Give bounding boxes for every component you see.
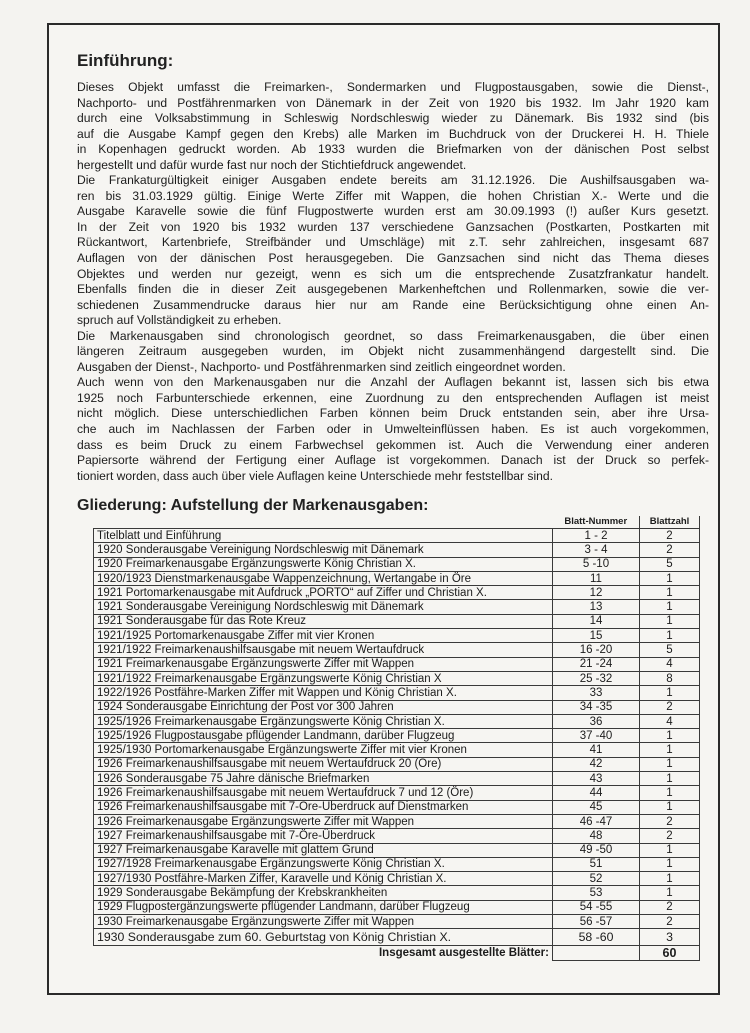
row-title: 1926 Freimarkenaushilfsausgabe mit neuem Wertaufdruck 20 (Öre) (94, 757, 553, 771)
row-sheet-number: 1 - 2 (553, 529, 640, 543)
row-sheet-number: 37 -40 (553, 729, 640, 743)
row-sheet-count: 1 (640, 614, 700, 628)
table-row (94, 557, 700, 571)
row-sheet-number: 44 (553, 786, 640, 800)
row-sheet-number: 53 (553, 886, 640, 900)
row-title: 1927 Freimarkenaushilfsausgabe mit 7-Öre-Überdruck (94, 829, 553, 843)
table-row (94, 872, 700, 886)
row-sheet-count: 8 (640, 671, 700, 685)
row-sheet-number: 11 (553, 571, 640, 585)
row-title: 1921 Sonderausgabe für das Rote Kreuz (94, 614, 553, 628)
row-sheet-number: 43 (553, 772, 640, 786)
row-sheet-number: 25 -32 (553, 671, 640, 685)
row-sheet-count: 4 (640, 714, 700, 728)
table-row (94, 614, 700, 628)
row-title: 1930 Sonderausgabe zum 60. Geburtstag von König Christian X. (94, 929, 553, 946)
row-sheet-count: 2 (640, 529, 700, 543)
intro-line: schiedenen Zusammendrucke daraus hier nur am Rande eine Berücksichtigung ohne einen An- (77, 297, 709, 312)
row-sheet-count: 1 (640, 629, 700, 643)
table-row (94, 800, 700, 814)
header-sheet-count: Blattzahl (640, 516, 700, 529)
intro-line: spruch auf Vollständigkeit zu erheben. (77, 313, 282, 328)
row-sheet-count: 1 (640, 843, 700, 857)
row-sheet-number: 48 (553, 829, 640, 843)
table-row (94, 843, 700, 857)
row-title: 1925/1926 Freimarkenausgabe Ergänzungswerte König Christian X. (94, 714, 553, 728)
row-sheet-count: 1 (640, 729, 700, 743)
row-sheet-count: 2 (640, 700, 700, 714)
table-row (94, 543, 700, 557)
table-row (94, 757, 700, 771)
table-total-row (94, 946, 700, 960)
row-sheet-count: 2 (640, 814, 700, 828)
table-row (94, 586, 700, 600)
table-row (94, 814, 700, 828)
page-frame (47, 23, 720, 995)
row-sheet-number: 15 (553, 629, 640, 643)
table-header-row (94, 516, 700, 529)
row-sheet-count: 2 (640, 915, 700, 929)
row-sheet-count: 1 (640, 586, 700, 600)
row-sheet-count: 1 (640, 872, 700, 886)
table-row (94, 786, 700, 800)
total-count: 60 (640, 946, 700, 960)
table-row (94, 857, 700, 871)
row-title: 1921 Portomarkenausgabe mit Aufdruck „PORTO“ auf Ziffer und Christian X. (94, 586, 553, 600)
row-sheet-number: 51 (553, 857, 640, 871)
intro-line: Die Frankaturgültigkeit einiger Ausgaben endete bereits am 31.12.1926. Die Aushilfsausgaben wa- (77, 173, 709, 188)
row-sheet-number: 52 (553, 872, 640, 886)
row-sheet-count: 1 (640, 800, 700, 814)
row-sheet-number: 49 -50 (553, 843, 640, 857)
row-sheet-number: 42 (553, 757, 640, 771)
row-sheet-number: 56 -57 (553, 915, 640, 929)
table-row (94, 686, 700, 700)
row-sheet-count: 5 (640, 557, 700, 571)
table-row (94, 714, 700, 728)
row-sheet-count: 3 (640, 929, 700, 946)
intro-line: durch eine Volksabstimmung in Schleswig Nordschleswig wieder zu Dänemark. Bis 1932 sind (bis (77, 111, 709, 126)
row-title: 1921/1922 Freimarkenausgabe Ergänzungswerte König Christian X (94, 671, 553, 685)
intro-line: Nachporto- und Postfährenmarken von Dänemark in der Zeit von 1920 bis 1932. Im Jahr 1920 kam (77, 95, 709, 110)
intro-line: Auch wenn von den Markenausgaben nur die Anzahl der Auflagen bekannt ist, lassen sich bis etwa (77, 375, 709, 390)
header-sheet-number: Blatt-Nummer (553, 516, 640, 529)
table-row (94, 886, 700, 900)
intro-line: Rückantwort, Kartenbriefe, Streifbänder und Umschläge) mit z.T. sehr zahlreichen, insgesamt 687 (77, 235, 709, 250)
table-row (94, 772, 700, 786)
row-sheet-number: 45 (553, 800, 640, 814)
row-sheet-count: 5 (640, 643, 700, 657)
row-sheet-number: 21 -24 (553, 657, 640, 671)
intro-line: auf die Ausgabe Kampf gegen den Krebs) alle Marken im Buchdruck von der Druckerei H. H. Thiele (77, 126, 709, 141)
row-title: 1921 Sonderausgabe Vereinigung Nordschleswig mit Dänemark (94, 600, 553, 614)
table-row (94, 829, 700, 843)
table-row (94, 657, 700, 671)
intro-line: che auch im Nachlassen der Farben oder in Umwelteinflüssen haben. Es ist auch vorgekommen, (77, 422, 709, 437)
row-sheet-count: 1 (640, 786, 700, 800)
table-row (94, 729, 700, 743)
row-sheet-count: 1 (640, 686, 700, 700)
intro-body (77, 80, 709, 484)
row-sheet-count: 2 (640, 900, 700, 914)
intro-line: In der Zeit von 1920 bis 1932 wurden 137 verschiedene Ganzsachen (Postkarten, Postkarten mit (77, 219, 709, 234)
row-title: 1926 Freimarkenausgabe Ergänzungswerte Ziffer mit Wappen (94, 814, 553, 828)
row-title: 1920/1923 Dienstmarkenausgabe Wappenzeichnung, Wertangabe in Öre (94, 571, 553, 585)
intro-line: Ausgabe Karavelle sowie die fünf Flugpostwerte wurden erst am 30.09.1993 (!) außer Kurs gesetzt. (77, 204, 709, 219)
row-sheet-number: 34 -35 (553, 700, 640, 714)
row-sheet-count: 1 (640, 743, 700, 757)
row-title: 1920 Sonderausgabe Vereinigung Nordschleswig mit Dänemark (94, 543, 553, 557)
row-title: 1926 Freimarkenaushilfsausgabe mit 7-Öre-Überdruck auf Dienstmarken (94, 800, 553, 814)
row-title: 1920 Freimarkenausgabe Ergänzungswerte König Christian X. (94, 557, 553, 571)
row-sheet-number: 36 (553, 714, 640, 728)
intro-line: Objektes und werden nur gezeigt, wenn es sich um die entsprechende Zusatzfrankatur handelt. (77, 266, 709, 281)
table-row (94, 929, 700, 946)
row-sheet-count: 1 (640, 886, 700, 900)
table-row (94, 629, 700, 643)
row-sheet-count: 2 (640, 543, 700, 557)
table-row (94, 900, 700, 914)
total-label: Insgesamt ausgestellte Blätter: (94, 946, 553, 960)
row-sheet-number: 5 -10 (553, 557, 640, 571)
row-sheet-number: 13 (553, 600, 640, 614)
row-sheet-number: 12 (553, 586, 640, 600)
row-title: 1925/1926 Flugpostausgabe pflügender Landmann, darüber Flugzeug (94, 729, 553, 743)
row-title: Titelblatt und Einführung (94, 529, 553, 543)
row-title: 1929 Flugpostergänzungswerte pflügender Landmann, darüber Flugzeug (94, 900, 553, 914)
row-sheet-count: 1 (640, 757, 700, 771)
row-sheet-number: 33 (553, 686, 640, 700)
table-row (94, 643, 700, 657)
intro-line: tioniert worden, dass auch über viele Auflagen keine Unterschiede mehr feststellbar sind. (77, 468, 553, 483)
issues-table (93, 516, 700, 961)
row-title: 1930 Freimarkenausgabe Ergänzungswerte Ziffer mit Wappen (94, 915, 553, 929)
intro-line: Ebenfalls finden die in dieser Zeit ausgegebenen Markenheftchen und Rollenmarken, sowie die ver- (77, 282, 709, 297)
row-sheet-count: 1 (640, 857, 700, 871)
intro-line: Dieses Objekt umfasst die Freimarken-, Sondermarken und Flugpostausgaben, sowie die Dienst-, (77, 80, 709, 94)
row-sheet-number: 3 - 4 (553, 543, 640, 557)
intro-line: längeren Zeitraum ausgegeben wurden, im Objekt nicht zusammenhängend dargestellt sind. Die (77, 344, 709, 359)
table-row (94, 671, 700, 685)
row-title: 1921/1925 Portomarkenausgabe Ziffer mit vier Kronen (94, 629, 553, 643)
intro-line: Auflagen von der dänischen Post herausgegeben. Die Ganzsachen sind nicht das Thema dieses (77, 251, 709, 266)
row-title: 1926 Sonderausgabe 75 Jahre dänische Briefmarken (94, 772, 553, 786)
row-title: 1926 Freimarkenaushilfsausgabe mit neuem Wertaufdruck 7 und 12 (Öre) (94, 786, 553, 800)
intro-line: in Kopenhagen gedruckt worden. Ab 1933 wurden die Briefmarken von der dänischen Post selbst (77, 142, 709, 157)
section-heading: Gliederung: Aufstellung der Markenausgaben: (77, 497, 429, 514)
intro-line: 1925 noch Farbunterschiede erkennen, eine Zuordnung zu den entsprechenden Auflagen ist meist (77, 390, 709, 405)
row-sheet-count: 2 (640, 829, 700, 843)
row-title: 1921/1922 Freimarkenaushilfsausgabe mit neuem Wertaufdruck (94, 643, 553, 657)
row-sheet-number: 54 -55 (553, 900, 640, 914)
intro-line: Papiersorte während der Fertigung einer Auflage ist vorgekommen. Danach ist der Druck so perfek- (77, 453, 709, 468)
row-title: 1924 Sonderausgabe Einrichtung der Post vor 300 Jahren (94, 700, 553, 714)
intro-heading: Einführung: (77, 51, 174, 70)
intro-line: Ausgaben der Dienst-, Nachporto- und Postfährenmarken sind zeitlich eingeordnet worden. (77, 359, 566, 374)
row-sheet-number: 41 (553, 743, 640, 757)
total-blank-cell (553, 946, 640, 960)
row-sheet-number: 14 (553, 614, 640, 628)
table-row (94, 571, 700, 585)
table-row (94, 700, 700, 714)
header-blank-cell (94, 516, 553, 529)
table-row (94, 743, 700, 757)
row-title: 1927 Freimarkenausgabe Karavelle mit glattem Grund (94, 843, 553, 857)
row-sheet-count: 1 (640, 571, 700, 585)
table-row (94, 600, 700, 614)
row-sheet-number: 16 -20 (553, 643, 640, 657)
row-title: 1921 Freimarkenausgabe Ergänzungswerte Ziffer mit Wappen (94, 657, 553, 671)
row-title: 1925/1930 Portomarkenausgabe Ergänzungswerte Ziffer mit vier Kronen (94, 743, 553, 757)
row-title: 1929 Sonderausgabe Bekämpfung der Krebskrankheiten (94, 886, 553, 900)
row-sheet-number: 46 -47 (553, 814, 640, 828)
intro-line: ren bis 31.03.1929 gültig. Einige Werte Ziffer mit Wappen, die hohen Christian X.- Werte und die (77, 188, 709, 203)
intro-line: dass es beim Druck zu einem Farbwechsel gekommen ist. Auch die Verwendung einer anderen (77, 437, 709, 452)
row-sheet-number: 58 -60 (553, 929, 640, 946)
row-sheet-count: 1 (640, 600, 700, 614)
intro-line: hergestellt und dafür wurde fast nur noch der Stichtiefdruck angewendet. (77, 157, 467, 172)
row-title: 1922/1926 Postfähre-Marken Ziffer mit Wappen und König Christian X. (94, 686, 553, 700)
intro-line: nicht möglich. Diese unterschiedlichen Farben können beim Druck entstanden sein, aber ihre Ursa- (77, 406, 709, 421)
row-title: 1927/1928 Freimarkenausgabe Ergänzungswerte König Christian X. (94, 857, 553, 871)
row-sheet-count: 4 (640, 657, 700, 671)
table-row (94, 529, 700, 543)
table-row (94, 915, 700, 929)
row-title: 1927/1930 Postfähre-Marken Ziffer, Karavelle und König Christian X. (94, 872, 553, 886)
intro-line: Die Markenausgaben sind chronologisch geordnet, so dass Freimarkenausgaben, die über einen (77, 328, 709, 343)
row-sheet-count: 1 (640, 772, 700, 786)
table-body (94, 529, 700, 946)
